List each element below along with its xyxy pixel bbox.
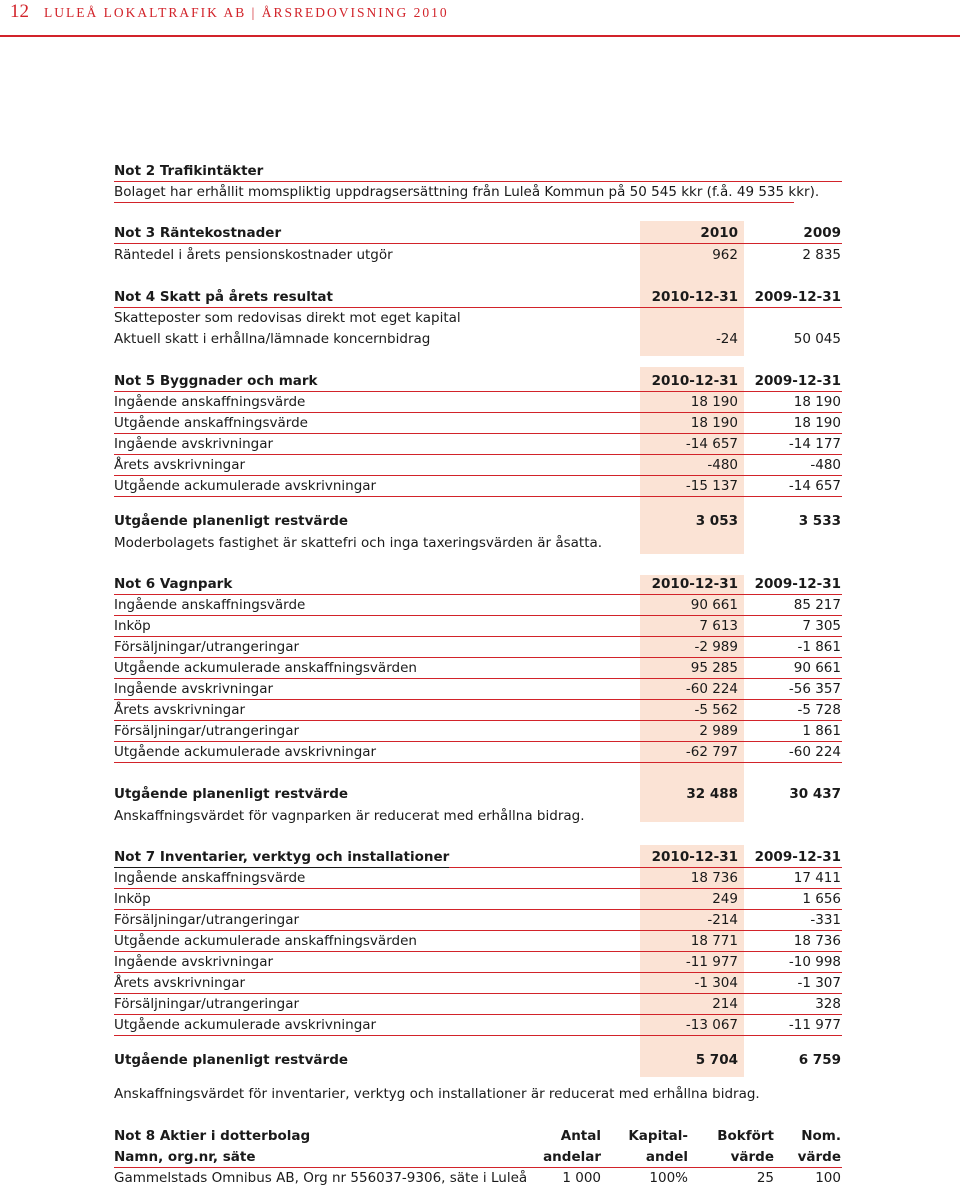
row-value-2009: 50 045 <box>793 331 841 347</box>
row-value-2009: -14 177 <box>788 436 841 452</box>
not8-heading-row <box>114 1126 842 1147</box>
not4-col2: 2009-12-31 <box>754 289 841 305</box>
not3-title: Not 3 Räntekostnader <box>114 225 282 241</box>
not8-header-kapital: Kapital- <box>628 1128 688 1144</box>
not4-subheading <box>114 308 842 329</box>
not8-header-nom: Nom. <box>801 1128 841 1144</box>
row-value-2010: -11 977 <box>685 954 738 970</box>
page-header <box>0 0 960 38</box>
table-row <box>114 329 842 350</box>
row-value-2009: -60 224 <box>788 744 841 760</box>
total-value-2009: 30 437 <box>789 786 841 802</box>
row-value-2010: 95 285 <box>690 660 738 676</box>
row-label: Utgående ackumulerade anskaffningsvärden <box>114 660 417 676</box>
row-value-2009: -56 357 <box>788 681 841 697</box>
row-value-2009: 90 661 <box>793 660 841 676</box>
row-label: Utgående ackumulerade avskrivningar <box>114 478 377 494</box>
total-label: Utgående planenligt restvärde <box>114 513 349 529</box>
table-row <box>114 658 842 679</box>
row-value-2010: 18 771 <box>690 933 738 949</box>
table-row <box>114 1168 842 1189</box>
row-value-2009: 7 305 <box>802 618 841 634</box>
total-value-2009: 6 759 <box>798 1052 841 1068</box>
row-label: Försäljningar/utrangeringar <box>114 912 300 928</box>
row-value-2010: -15 137 <box>685 478 738 494</box>
row-label: Årets avskrivningar <box>114 457 246 473</box>
row-label: Aktuell skatt i erhållna/lämnade koncernbidrag <box>114 331 431 347</box>
table-row <box>114 700 842 721</box>
row-value-2009: -331 <box>810 912 841 928</box>
row-value-2009: 85 217 <box>793 597 841 613</box>
row-value-2009: -14 657 <box>788 478 841 494</box>
not8-subheading-row <box>114 1147 842 1168</box>
not2-heading-row <box>114 161 842 182</box>
table-row <box>114 476 842 497</box>
row-value-2009: 1 656 <box>802 891 841 907</box>
row-label: Försäljningar/utrangeringar <box>114 996 300 1012</box>
row-label: Inköp <box>114 618 151 634</box>
row-value-2009: -1 307 <box>797 975 841 991</box>
row-kapitalandel: 100% <box>649 1170 688 1186</box>
row-value-2010: -214 <box>707 912 738 928</box>
page-number: 12 <box>10 1 29 22</box>
not7-heading-row <box>114 847 842 868</box>
table-row <box>114 721 842 742</box>
table-row <box>114 910 842 931</box>
row-value-2010: -2 989 <box>694 639 738 655</box>
not7-title: Not 7 Inventarier, verktyg och installationer <box>114 847 449 868</box>
row-antal: 1 000 <box>562 1170 601 1186</box>
row-label: Utgående ackumulerade anskaffningsvärden <box>114 933 417 949</box>
table-row <box>114 742 842 763</box>
not8-header-andelar: andelar <box>543 1149 601 1165</box>
row-value-2009: 1 861 <box>802 723 841 739</box>
row-value-2009: 18 190 <box>793 415 841 431</box>
table-row <box>114 868 842 889</box>
not3-col2: 2009 <box>803 225 841 241</box>
row-value-2010: -480 <box>707 457 738 473</box>
table-row <box>114 616 842 637</box>
table-row <box>114 1015 842 1036</box>
row-label: Årets avskrivningar <box>114 975 246 991</box>
row-value-2010: 7 613 <box>699 618 738 634</box>
row-label: Utgående ackumulerade avskrivningar <box>114 744 377 760</box>
not8-header-varde: värde <box>730 1149 774 1165</box>
row-value-2009: 328 <box>815 996 841 1012</box>
row-bokfort: 25 <box>756 1170 774 1186</box>
row-label: Gammelstads Omnibus AB, Org nr 556037-9306, säte i Luleå <box>114 1170 528 1186</box>
row-label: Utgående ackumulerade avskrivningar <box>114 1017 377 1033</box>
row-value-2009: 2 835 <box>802 247 841 263</box>
header-rule <box>0 35 960 37</box>
row-value-2010: -14 657 <box>685 436 738 452</box>
table-row <box>114 455 842 476</box>
row-value-2010: -24 <box>715 331 738 347</box>
row-value-2010: 249 <box>712 891 738 907</box>
not2-title: Not 2 Trafikintäkter <box>114 163 264 179</box>
row-value-2009: -10 998 <box>788 954 841 970</box>
row-value-2010: -13 067 <box>685 1017 738 1033</box>
not8-header-nom-varde: värde <box>797 1149 841 1165</box>
row-label: Ingående avskrivningar <box>114 681 274 697</box>
table-row <box>114 952 842 973</box>
row-label: Ingående anskaffningsvärde <box>114 394 306 410</box>
row-value-2009: -1 861 <box>797 639 841 655</box>
not6-col1: 2010-12-31 <box>651 576 738 592</box>
not7-note: Anskaffningsvärdet för inventarier, verktyg och installationer är reducerat med erhållna bidrag. <box>114 1086 760 1102</box>
table-row <box>114 637 842 658</box>
table-row <box>114 392 842 413</box>
not5-col1: 2010-12-31 <box>651 373 738 389</box>
not3-col1: 2010 <box>700 225 738 241</box>
not5-note: Moderbolagets fastighet är skattefri och inga taxeringsvärden är åsatta. <box>114 535 603 551</box>
row-label: Skatteposter som redovisas direkt mot eget kapital <box>114 310 461 326</box>
table-row <box>114 889 842 910</box>
not6-total-row <box>114 784 842 805</box>
row-value-2009: -11 977 <box>788 1017 841 1033</box>
row-label: Ingående anskaffningsvärde <box>114 870 306 886</box>
total-value-2010: 3 053 <box>695 513 738 529</box>
total-label: Utgående planenligt restvärde <box>114 1052 349 1068</box>
table-row <box>114 413 842 434</box>
not8-title: Not 8 Aktier i dotterbolag <box>114 1128 311 1144</box>
total-value-2010: 32 488 <box>686 786 738 802</box>
not8-header-andel: andel <box>645 1149 688 1165</box>
row-label: Försäljningar/utrangeringar <box>114 723 300 739</box>
not6-note: Anskaffningsvärdet för vagnparken är reducerat med erhållna bidrag. <box>114 808 585 824</box>
table-row <box>114 434 842 455</box>
row-value-2010: 962 <box>712 247 738 263</box>
not4-title: Not 4 Skatt på årets resultat <box>114 289 333 305</box>
row-value-2010: -5 562 <box>694 702 738 718</box>
row-value-2009: -5 728 <box>797 702 841 718</box>
table-row <box>114 994 842 1015</box>
not7-col2: 2009-12-31 <box>754 849 841 865</box>
not8-subtitle: Namn, org.nr, säte <box>114 1149 256 1165</box>
not4-heading-row <box>114 287 842 308</box>
not6-col2: 2009-12-31 <box>754 576 841 592</box>
not5-col2: 2009-12-31 <box>754 373 841 389</box>
not7-total-row <box>114 1050 842 1071</box>
row-value-2010: 214 <box>712 996 738 1012</box>
not8-header-bokfort: Bokfört <box>717 1128 774 1144</box>
table-row <box>114 595 842 616</box>
not5-title: Not 5 Byggnader och mark <box>114 373 318 389</box>
table-row <box>114 931 842 952</box>
row-value-2010: -1 304 <box>694 975 738 991</box>
row-nom: 100 <box>815 1170 841 1186</box>
row-value-2009: 17 411 <box>793 870 841 886</box>
row-value-2009: -480 <box>810 457 841 473</box>
row-label: Utgående anskaffningsvärde <box>114 415 308 431</box>
row-value-2010: 18 736 <box>690 870 738 886</box>
table-row <box>114 679 842 700</box>
row-value-2010: -60 224 <box>685 681 738 697</box>
not5-total-row <box>114 511 842 532</box>
not5-heading-row <box>114 371 842 392</box>
row-label: Räntedel i årets pensionskostnader utgör <box>114 247 393 263</box>
row-label: Försäljningar/utrangeringar <box>114 639 300 655</box>
not2-text: Bolaget har erhållit momspliktig uppdragsersättning från Luleå Kommun på 50 545 kkr (f.å. 49 535 kkr). <box>114 182 794 203</box>
row-label: Årets avskrivningar <box>114 702 246 718</box>
row-label: Ingående avskrivningar <box>114 954 274 970</box>
row-label: Ingående anskaffningsvärde <box>114 597 306 613</box>
report-title: LULEÅ LOKALTRAFIK AB | ÅRSREDOVISNING 2010 <box>44 5 449 20</box>
not8-header-antal: Antal <box>560 1128 601 1144</box>
row-value-2009: 18 736 <box>793 933 841 949</box>
row-value-2009: 18 190 <box>793 394 841 410</box>
row-value-2010: 18 190 <box>690 415 738 431</box>
not6-heading-row <box>114 574 842 595</box>
total-label: Utgående planenligt restvärde <box>114 786 349 802</box>
row-value-2010: 2 989 <box>699 723 738 739</box>
not3-heading-row <box>114 223 842 244</box>
row-label: Inköp <box>114 891 151 907</box>
row-label: Ingående avskrivningar <box>114 436 274 452</box>
total-value-2009: 3 533 <box>798 513 841 529</box>
not6-title: Not 6 Vagnpark <box>114 576 233 592</box>
row-value-2010: 90 661 <box>690 597 738 613</box>
not4-col1: 2010-12-31 <box>651 289 738 305</box>
table-row <box>114 245 842 266</box>
total-value-2010: 5 704 <box>695 1052 738 1068</box>
row-value-2010: -62 797 <box>685 744 738 760</box>
row-value-2010: 18 190 <box>690 394 738 410</box>
not7-col1: 2010-12-31 <box>651 849 738 865</box>
table-row <box>114 973 842 994</box>
